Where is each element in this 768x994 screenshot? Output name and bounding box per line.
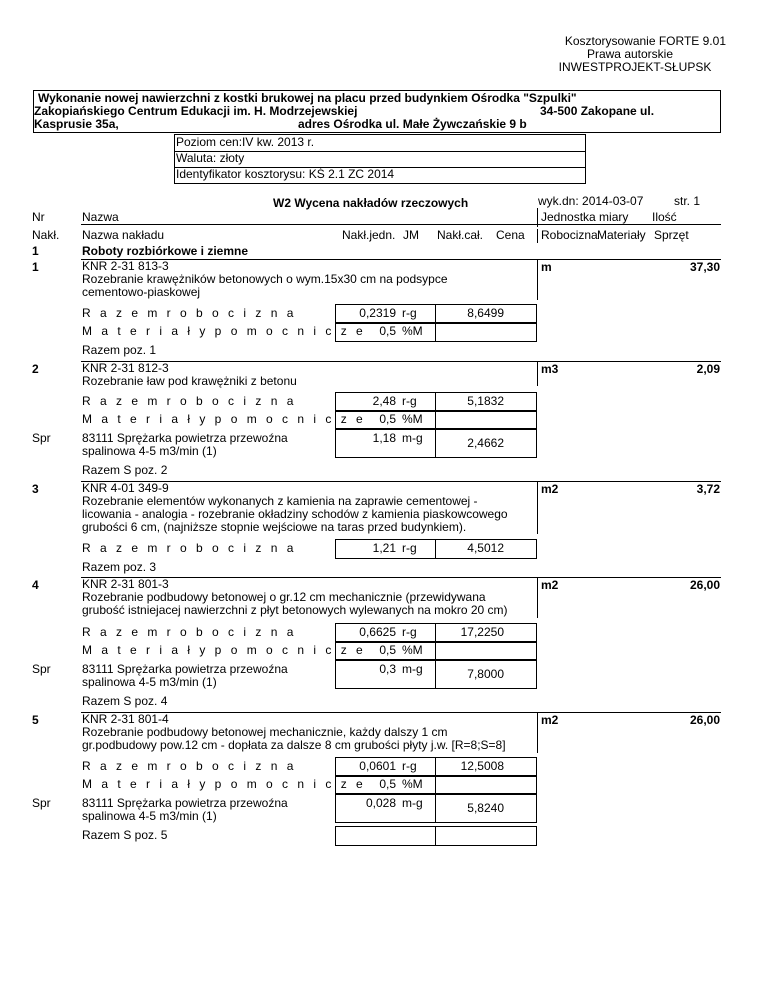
position-nr: 1: [32, 260, 39, 274]
col-nakl-jedn: Nakł.jedn.: [342, 228, 396, 242]
aux-materials-norm: 0,5: [379, 643, 396, 657]
aux-materials-label: M a t e r i a ł y p o m o c n i c z e: [82, 643, 366, 657]
equipment-name: 83111 Sprężarka powietrza przewoźna: [82, 796, 288, 810]
position-code: KNR 2-31 813-3: [82, 259, 169, 273]
position-code: KNR 2-31 801-3: [82, 577, 169, 591]
col-materialy: Materiały: [597, 228, 646, 242]
aux-materials-norm: 0,5: [379, 412, 396, 426]
equipment-code: Spr: [32, 662, 51, 676]
position-qty: 26,00: [689, 713, 720, 727]
labor-total-norm: 8,6499: [467, 306, 504, 320]
labor-total-label: R a z e m r o b o c i z n a: [82, 625, 297, 639]
col-nakl: Nakł.: [32, 228, 60, 242]
position-qty: 26,00: [689, 578, 720, 592]
position-unit: m: [541, 260, 552, 274]
labor-jm: r-g: [402, 759, 417, 773]
equipment-total-norm: 5,8240: [467, 801, 504, 815]
position-desc: gr.podbudowy pow.12 cm - dopłata za dalsze 8 cm grubości płyty j.w. [R=8;S=8]: [82, 738, 506, 752]
position-desc: licowania - analogia - rozebranie okładziny schodów z kamienia piaskowcowego: [82, 507, 508, 521]
col-nr: Nr: [32, 210, 45, 224]
col-robocizna: Robocizna: [541, 228, 598, 242]
position-nr: 3: [32, 482, 39, 496]
position-desc: Rozebranie elementów wykonanych z kamienia na zaprawie cementowej -: [82, 494, 478, 508]
report-title: W2 Wycena nakładów rzeczowych: [273, 196, 469, 210]
equipment-name: spalinowa 4-5 m3/min (1): [82, 444, 217, 458]
aux-materials-norm: 0,5: [379, 777, 396, 791]
position-total-label: Razem poz. 1: [82, 343, 157, 357]
aux-materials-norm: 0,5: [379, 324, 396, 338]
labor-jm: r-g: [402, 625, 417, 639]
aux-materials-jm: %M: [402, 324, 423, 338]
report-date: wyk.dn: 2014-03-07: [538, 194, 644, 208]
aux-materials-jm: %M: [402, 643, 423, 657]
equipment-name: spalinowa 4-5 m3/min (1): [82, 809, 217, 823]
position-desc: Rozebranie ław pod krawężniki z betonu: [82, 374, 297, 388]
price-level: Poziom cen:IV kw. 2013 r.: [176, 135, 315, 149]
equipment-unit-norm: 0,028: [365, 796, 396, 810]
position-qty: 37,30: [689, 260, 720, 274]
software-name: Kosztorysowanie FORTE 9.01: [564, 34, 726, 48]
equipment-name: 83111 Sprężarka powietrza przewoźna: [82, 431, 288, 445]
labor-total-norm: 4,5012: [467, 541, 504, 555]
equipment-jm: m-g: [402, 796, 423, 810]
position-nr: 4: [32, 578, 39, 592]
position-unit: m2: [541, 482, 559, 496]
col-ilosc: Ilość: [652, 210, 677, 224]
position-desc: Rozebranie podbudowy betonowej mechanicznie, każdy dalszy 1 cm: [82, 725, 448, 739]
col-jednostka: Jednostka miary: [541, 210, 629, 224]
position-desc: grubość istniejacej nawierzchni z płyt betonowych wylewanych na mokro 20 cm): [82, 603, 508, 617]
labor-jm: r-g: [402, 394, 417, 408]
position-desc: Rozebranie podbudowy betonowej o gr.12 cm mechanicznie (przewidywana: [82, 590, 486, 604]
section-nr: 1: [32, 244, 39, 258]
position-total-label: Razem S poz. 4: [82, 694, 168, 708]
position-nr: 2: [32, 362, 39, 376]
position-code: KNR 2-31 812-3: [82, 361, 169, 375]
equipment-total-norm: 7,8000: [467, 667, 504, 681]
equipment-name: spalinowa 4-5 m3/min (1): [82, 675, 217, 689]
aux-materials-jm: %M: [402, 412, 423, 426]
position-total-label: Razem S poz. 2: [82, 463, 168, 477]
position-qty: 3,72: [696, 482, 720, 496]
copyright-owner: INWESTPROJEKT-SŁUPSK: [558, 60, 712, 74]
labor-total-label: R a z e m r o b o c i z n a: [82, 759, 297, 773]
labor-total-norm: 17,2250: [460, 625, 504, 639]
equipment-unit-norm: 0,3: [379, 662, 396, 676]
labor-unit-norm: 0,0601: [359, 759, 396, 773]
equipment-code: Spr: [32, 796, 51, 810]
position-nr: 5: [32, 713, 39, 727]
position-desc: grubości 6 cm, (najniższe stopnie wejściowe na taras przed budynkiem).: [82, 520, 467, 534]
labor-total-label: R a z e m r o b o c i z n a: [82, 394, 297, 408]
equipment-code: Spr: [32, 431, 51, 445]
col-cena: Cena: [496, 228, 525, 242]
aux-materials-label: M a t e r i a ł y p o m o c n i c z e: [82, 412, 366, 426]
labor-unit-norm: 1,21: [372, 541, 396, 555]
currency: Waluta: złoty: [176, 151, 245, 165]
col-nazwa: Nazwa: [82, 210, 119, 224]
position-total-label: Razem poz. 3: [82, 560, 157, 574]
labor-total-norm: 12,5008: [460, 759, 504, 773]
position-unit: m3: [541, 362, 559, 376]
position-code: KNR 4-01 349-9: [82, 481, 169, 495]
position-unit: m2: [541, 713, 559, 727]
col-sprzet: Sprzęt: [654, 228, 689, 242]
labor-unit-norm: 0,2319: [359, 306, 396, 320]
labor-total-label: R a z e m r o b o c i z n a: [82, 541, 297, 555]
equipment-name: 83111 Sprężarka powietrza przewoźna: [82, 662, 288, 676]
project-address-street: Kasprusie 35a,: [34, 117, 119, 131]
equipment-jm: m-g: [402, 431, 423, 445]
position-qty: 2,09: [696, 362, 720, 376]
equipment-unit-norm: 1,18: [372, 431, 396, 445]
col-nakl-cal: Nakł.cał.: [437, 228, 484, 242]
labor-unit-norm: 0,6625: [359, 625, 396, 639]
position-total-label: Razem S poz. 5: [82, 828, 168, 842]
aux-materials-label: M a t e r i a ł y p o m o c n i c z e: [82, 777, 366, 791]
position-desc: Rozebranie krawężników betonowych o wym.15x30 cm na podsypce: [82, 272, 448, 286]
labor-jm: r-g: [402, 541, 417, 555]
col-jm: JM: [403, 228, 419, 242]
aux-materials-label: M a t e r i a ł y p o m o c n i c z e: [82, 324, 366, 338]
copyright-label: Prawa autorskie: [586, 47, 674, 61]
page-number: str. 1: [674, 194, 701, 208]
estimate-identifier: Identyfikator kosztorysu: KŚ 2.1 ZC 2014: [176, 167, 395, 181]
position-code: KNR 2-31 801-4: [82, 712, 169, 726]
project-address-facility: adres Ośrodka ul. Małe Żywczańskie 9 b: [298, 117, 527, 131]
labor-unit-norm: 2,48: [372, 394, 396, 408]
labor-jm: r-g: [402, 306, 417, 320]
project-address-city: 34-500 Zakopane ul.: [540, 104, 655, 118]
labor-total-norm: 5,1832: [467, 394, 504, 408]
aux-materials-jm: %M: [402, 777, 423, 791]
project-title-line2: Zakopiańskiego Centrum Edukacji im. H. Modrzejewskiej: [34, 104, 358, 118]
labor-total-label: R a z e m r o b o c i z n a: [82, 306, 297, 320]
position-desc: cementowo-piaskowej: [82, 285, 201, 299]
equipment-total-norm: 2,4662: [467, 436, 504, 450]
col-nazwa-nakladu: Nazwa nakładu: [82, 228, 165, 242]
equipment-jm: m-g: [402, 662, 423, 676]
section-title: Roboty rozbiórkowe i ziemne: [82, 244, 249, 258]
project-title-line1: Wykonanie nowej nawierzchni z kostki brukowej na placu przed budynkiem Ośrodka "Szpulki": [38, 91, 577, 105]
position-unit: m2: [541, 578, 559, 592]
